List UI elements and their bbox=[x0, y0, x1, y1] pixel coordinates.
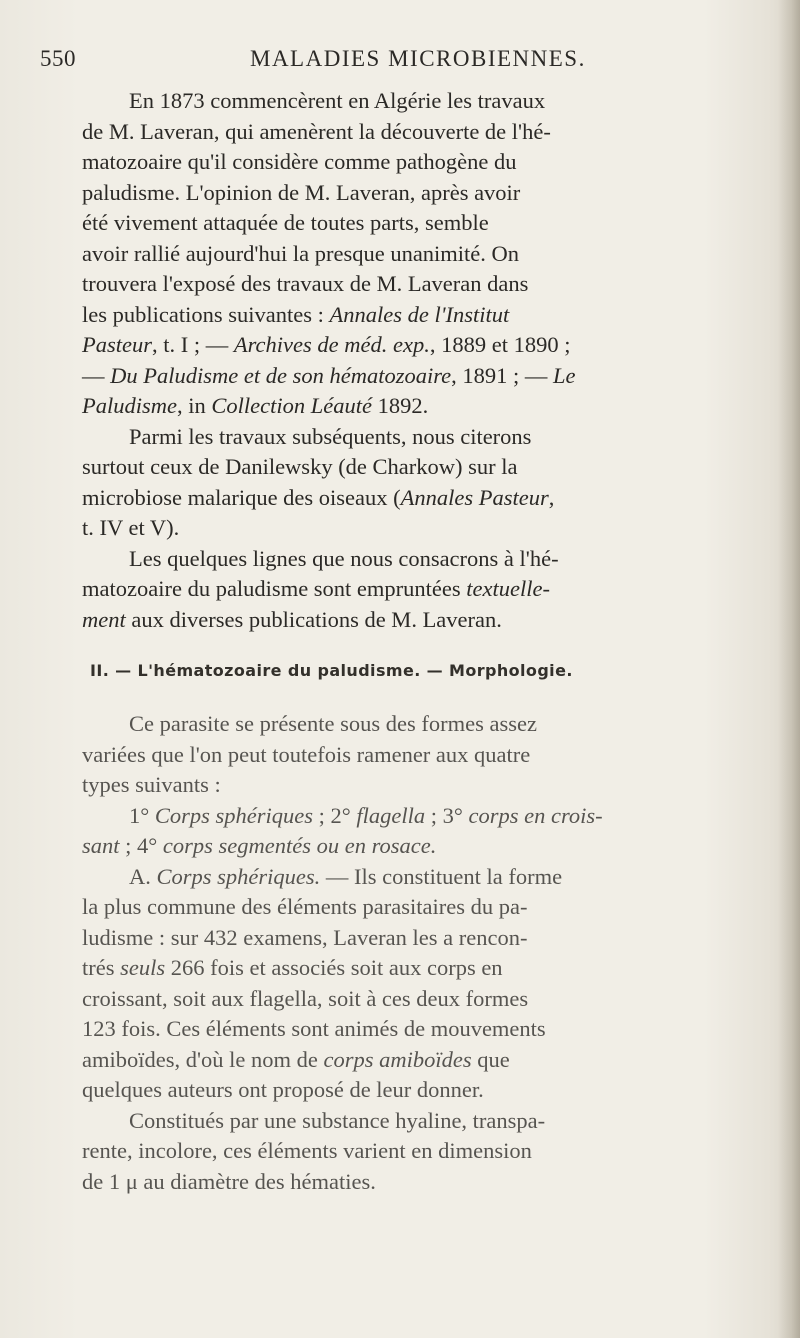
text-line: 1° Corps sphériques ; 2° flagella ; 3° corps en crois- bbox=[129, 802, 603, 828]
citation-title: Du Paludisme et de son hématozoaire bbox=[110, 362, 452, 388]
text-line: matozoaire du paludisme sont empruntées textuelle- bbox=[82, 576, 550, 601]
citation-title: Archives de méd. exp. bbox=[233, 332, 430, 357]
text-line: Parmi les travaux subséquents, nous citerons bbox=[129, 423, 532, 449]
text-line: variées que l'on peut toutefois ramener aux quatre bbox=[82, 741, 531, 767]
paragraph-morphology bbox=[82, 709, 722, 1197]
text-line: 123 fois. Ces éléments sont animés de mouvements bbox=[82, 1016, 546, 1041]
text-line: A. Corps sphériques. — Ils constituent la forme bbox=[129, 863, 563, 889]
text-line: trouvera l'exposé des travaux de M. Laveran dans bbox=[82, 271, 529, 296]
text-line: microbiose malarique des oiseaux (Annales Pasteur, bbox=[82, 484, 555, 510]
paragraph-laveran-history bbox=[82, 86, 722, 422]
citation-title: Annales Pasteur bbox=[400, 484, 549, 510]
paragraph-danilewsky bbox=[82, 422, 722, 544]
text-line: sant ; 4° corps segmentés ou en rosace. bbox=[82, 833, 437, 858]
text-line: rente, incolore, ces éléments varient en dimension bbox=[82, 1138, 532, 1163]
text-line: Constitués par une substance hyaline, transpa- bbox=[129, 1107, 546, 1133]
text-line: été vivement attaquée de toutes parts, semble bbox=[82, 210, 489, 235]
body-text bbox=[82, 86, 722, 1197]
text-line: croissant, soit aux flagella, soit à ces deux formes bbox=[82, 985, 529, 1011]
paragraph-sources bbox=[82, 544, 722, 636]
text-line: amiboïdes, d'où le nom de corps amiboïdes que bbox=[82, 1046, 510, 1072]
page-number: 550 bbox=[40, 46, 76, 71]
text-line: Ce parasite se présente sous des formes assez bbox=[129, 711, 537, 736]
citation-title: Collection Léauté bbox=[211, 393, 372, 418]
text-line: Paludisme, in Collection Léauté 1892. bbox=[82, 393, 429, 418]
text-line: — Du Paludisme et de son hématozoaire, 1891 ; — Le bbox=[82, 362, 576, 388]
text-line: Les quelques lignes que nous consacrons à l'hé- bbox=[129, 545, 559, 571]
text-line: Pasteur, t. I ; — Archives de méd. exp., 1889 et 1890 ; bbox=[82, 332, 571, 357]
text-line: la plus commune des éléments parasitaires du pa- bbox=[82, 894, 528, 919]
text-line: avoir rallié aujourd'hui la presque unanimité. On bbox=[82, 240, 520, 266]
text-line: ludisme : sur 432 examens, Laveran les a rencon- bbox=[82, 924, 528, 950]
page-edge-shadow bbox=[778, 0, 800, 1338]
text-line: les publications suivantes : Annales de l'Institut bbox=[82, 301, 510, 327]
text-line: quelques auteurs ont proposé de leur donner. bbox=[82, 1077, 484, 1102]
running-title: MALADIES MICROBIENNES. bbox=[250, 46, 586, 71]
text-line: paludisme. L'opinion de M. Laveran, après avoir bbox=[82, 179, 521, 205]
text-line: trés seuls 266 fois et associés soit aux corps en bbox=[82, 955, 503, 980]
section-heading: II. — L'hématozoaire du paludisme. — Morphologie. bbox=[90, 661, 573, 680]
text-line: ment aux diverses publications de M. Laveran. bbox=[82, 606, 502, 632]
text-line: matozoaire qu'il considère comme pathogène du bbox=[82, 149, 517, 174]
text-line: types suivants : bbox=[82, 772, 221, 797]
text-line: de 1 μ au diamètre des hématies. bbox=[82, 1168, 376, 1194]
text-line: surtout ceux de Danilewsky (de Charkow) sur la bbox=[82, 454, 518, 479]
citation-title: Annales de l'Institut bbox=[329, 301, 510, 327]
text-line: t. IV et V). bbox=[82, 515, 180, 540]
text-line: de M. Laveran, qui amenèrent la découverte de l'hé- bbox=[82, 118, 551, 144]
running-header bbox=[40, 46, 720, 76]
text-line: En 1873 commencèrent en Algérie les travaux bbox=[129, 88, 546, 113]
